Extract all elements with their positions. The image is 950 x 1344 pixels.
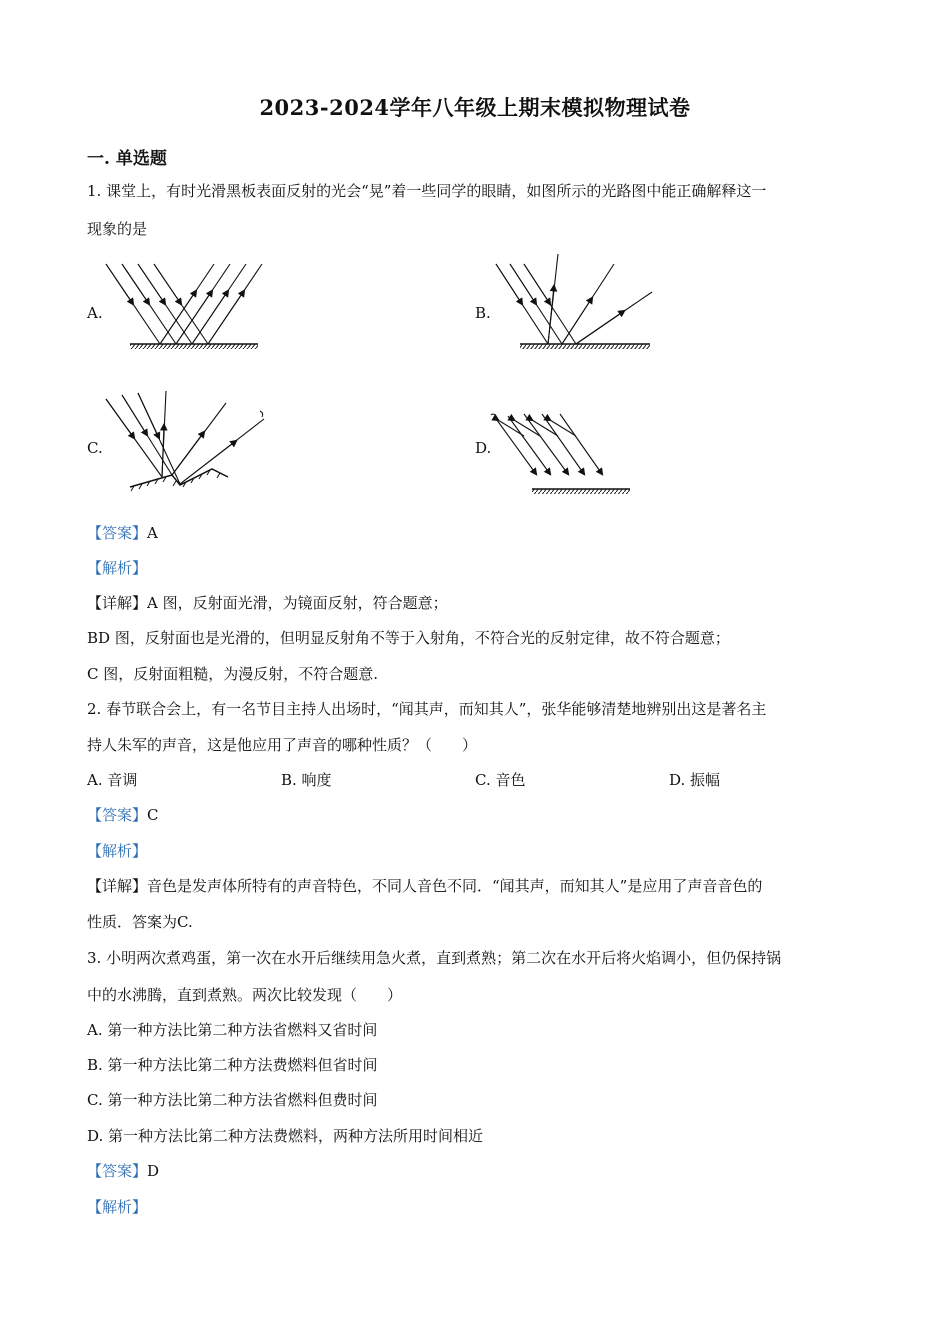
q2-detail2: 性质．答案为C. [87, 913, 193, 931]
q1-stem-line2: 现象的是 [87, 220, 148, 238]
answer-value: C [147, 806, 159, 824]
figure-c-diffuse-reflection [100, 385, 270, 497]
q2-stem-line2: 持人朱军的声音，这是他应用了声音的哪种性质？（ ） [87, 736, 478, 754]
q3-option-d: D. 第一种方法比第二种方法费燃料，两种方法所用时间相近 [87, 1127, 484, 1145]
q1-label-c: C. [87, 439, 103, 457]
answer-value: A [147, 524, 158, 542]
figure-a-specular-reflection [100, 258, 265, 353]
q1-label-b: B. [475, 304, 491, 322]
figure-d-reflection [488, 412, 638, 497]
q3-answer [87, 1161, 867, 1181]
q2-stem-line1: 2. 春节联合会上，有一名节目主持人出场时，“闻其声，而知其人”，张华能够清楚地辨别出这是著名主 [87, 700, 767, 718]
detail-tag: 【详解】 [87, 594, 148, 612]
answer-tag: 【答案】 [87, 524, 148, 542]
q1-label-d: D. [475, 439, 492, 457]
answer-tag: 【答案】 [87, 806, 148, 824]
answer-tag: 【答案】 [87, 1162, 148, 1180]
q2-analysis-tag: 【解析】 [87, 842, 148, 860]
q3-stem-line2: 中的水沸腾，直到煮熟。两次比较发现（ ） [87, 986, 403, 1004]
q1-answer [87, 523, 867, 543]
q3-stem-line1: 3. 小明两次煮鸡蛋，第一次在水开后继续用急火煮，直到煮熟；第二次在水开后将火焰调小，但仍保持锅 [87, 949, 782, 967]
q3-option-b: B. 第一种方法比第二种方法费燃料但省时间 [87, 1056, 378, 1074]
q3-option-c: C. 第一种方法比第二种方法省燃料但费时间 [87, 1091, 378, 1109]
q3-option-a: A. 第一种方法比第二种方法省燃料又省时间 [87, 1021, 378, 1039]
q1-detail2: BD 图，反射面也是光滑的，但明显反射角不等于入射角，不符合光的反射定律，故不符合题意； [87, 629, 730, 647]
detail-tag: 【详解】 [87, 877, 148, 895]
q1-label-a: A. [87, 304, 103, 322]
q3-analysis-tag: 【解析】 [87, 1198, 148, 1216]
figure-b-reflection [490, 250, 660, 352]
section-heading: 一. 单选题 [87, 149, 167, 169]
q1-detail3: C 图，反射面粗糙，为漫反射，不符合题意. [87, 665, 379, 683]
q2-option-c: C. 音色 [475, 771, 526, 789]
q2-answer [87, 805, 867, 825]
q2-detail1: 【详解】音色是发声体所特有的声音特色，不同人音色不同．“闻其声，而知其人”是应用了声音音色的 [87, 877, 763, 895]
q1-stem-line1: 1. 课堂上，有时光滑黑板表面反射的光会“晃”着一些同学的眼睛，如图所示的光路图中能正确解释这一 [87, 182, 767, 200]
q1-detail1: 【详解】A 图，反射面光滑，为镜面反射，符合题意； [87, 594, 448, 612]
q2-option-a: A. 音调 [87, 771, 138, 789]
q2-option-d: D. 振幅 [669, 771, 721, 789]
page-title: 2023-2024学年八年级上期末模拟物理试卷 [259, 95, 691, 120]
q1-analysis-tag: 【解析】 [87, 559, 148, 577]
q2-option-b: B. 响度 [281, 771, 332, 789]
answer-value: D [147, 1162, 160, 1180]
